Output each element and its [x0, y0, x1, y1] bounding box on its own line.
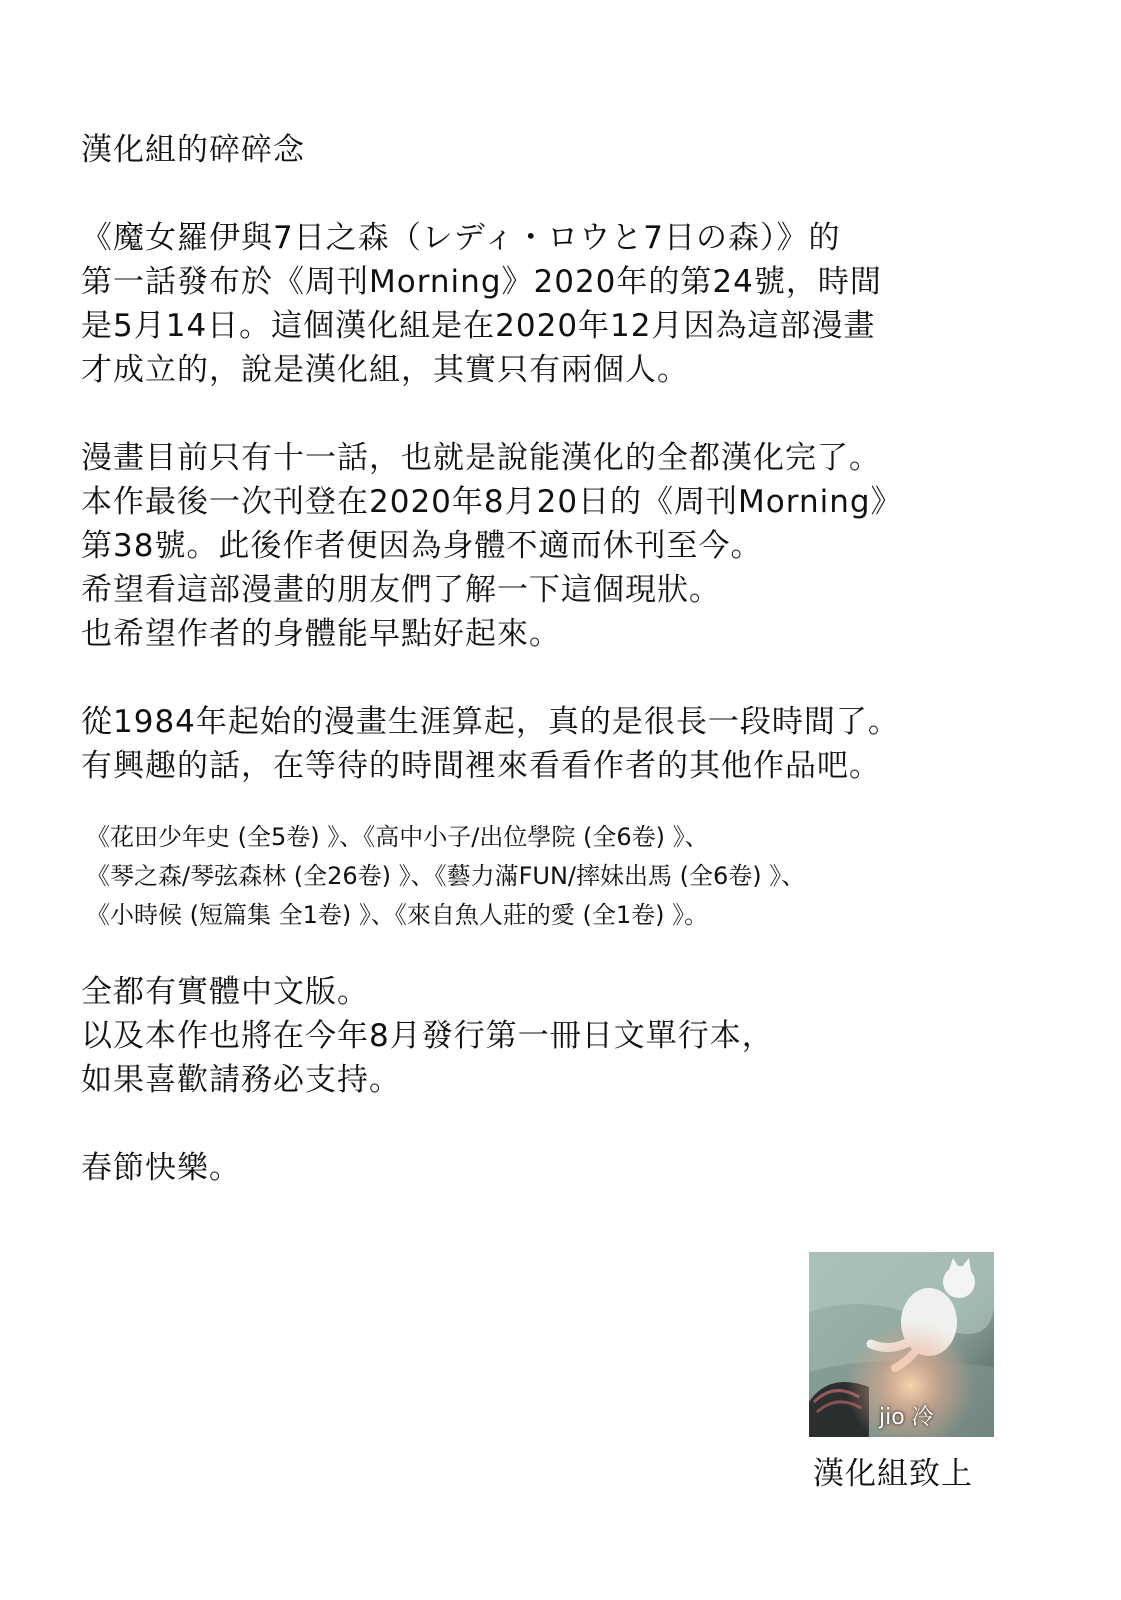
paragraph3-line-2: 有興趣的話，在等待的時間裡來看看作者的其他作品吧。 — [81, 748, 881, 784]
signature: 漢化組致上 — [813, 1456, 973, 1492]
note-title: 漢化組的碎碎念 — [81, 132, 305, 168]
paragraph4-line-2: 以及本作也將在今年8月發行第一冊日文單行本， — [81, 1018, 774, 1054]
paragraph2-line-3: 第38號。此後作者便因為身體不適而休刊至今。 — [81, 528, 763, 564]
works-line-3: 《小時候 (短篇集 全1卷) 》、《來自魚人莊的愛 (全1卷) 》。 — [86, 901, 709, 929]
paragraph1-line-1: 《魔女羅伊與7日之森（レディ・ロウと7日の森）》的 — [81, 220, 841, 256]
paragraph1-line-4: 才成立的，說是漢化組，其實只有兩個人。 — [81, 352, 689, 388]
cat-photo — [809, 1252, 994, 1437]
paragraph4-line-1: 全都有實體中文版。 — [81, 974, 369, 1010]
paragraph1-line-2: 第一話發布於《周刊Morning》2020年的第24號，時間 — [81, 264, 882, 300]
photo-caption: jio 冷 — [879, 1405, 934, 1430]
closing-line: 春節快樂。 — [81, 1150, 241, 1186]
paragraph3-line-1: 從1984年起始的漫畫生涯算起，真的是很長一段時間了。 — [81, 704, 900, 740]
paragraph1-line-3: 是5月14日。這個漢化組是在2020年12月因為這部漫畫 — [81, 308, 876, 344]
works-line-2: 《琴之森/琴弦森林 (全26卷) 》、《藝力滿FUN/摔妹出馬 (全6卷) 》、 — [86, 862, 806, 890]
paragraph2-line-2: 本作最後一次刊登在2020年8月20日的《周刊Morning》 — [81, 484, 903, 520]
paragraph2-line-1: 漫畫目前只有十一話，也就是說能漢化的全都漢化完了。 — [81, 440, 881, 476]
works-line-1: 《花田少年史 (全5卷) 》、《高中小子/出位學院 (全6卷) 》、 — [86, 823, 709, 851]
paragraph4-line-3: 如果喜歡請務必支持。 — [81, 1062, 401, 1098]
paragraph2-line-4: 希望看這部漫畫的朋友們了解一下這個現狀。 — [81, 572, 721, 608]
paragraph2-line-5: 也希望作者的身體能早點好起來。 — [81, 616, 561, 652]
